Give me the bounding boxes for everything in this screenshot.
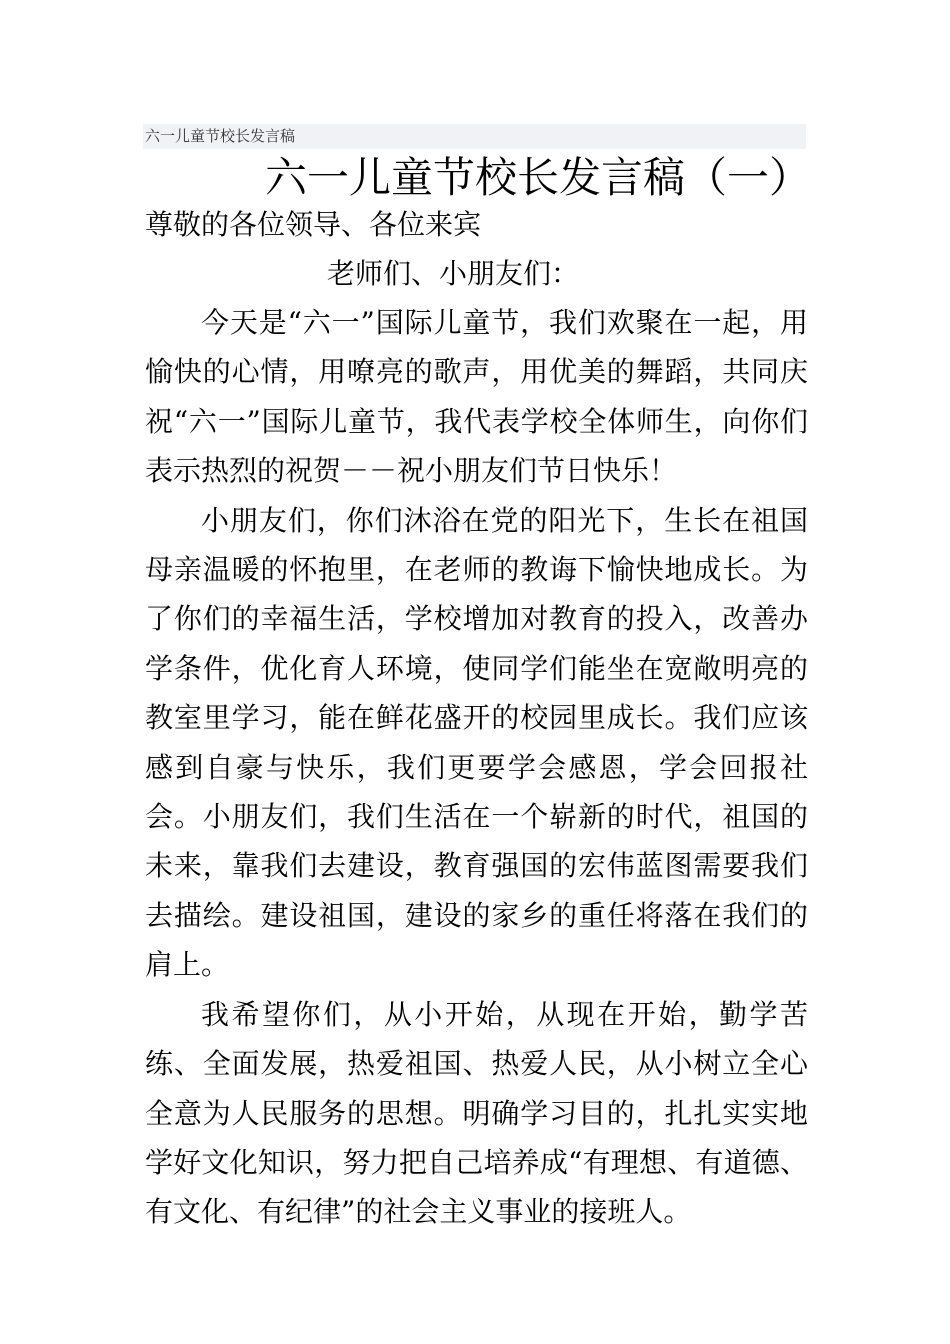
salutation-line-2: 老师们、小朋友们： — [327, 257, 580, 290]
running-header: 六一儿童节校长发言稿 — [143, 124, 806, 149]
paragraph-3: 我希望你们，从小开始，从现在开始，勤学苦练、全面发展，热爱祖国、热爱人民，从小树立全心全意为人民服务的思想。明确学习目的，扎扎实实地学好文化知识，努力把自己培养成“有理想、有道德、有文化、有纪律”的社会主义事业的接班人。 — [145, 997, 808, 1229]
paragraph-1: 今天是“六一”国际儿童节，我们欢聚在一起，用愉快的心情，用嘹亮的歌声，用优美的舞蹈，共同庆祝“六一”国际儿童节，我代表学校全体师生，向你们表示热烈的祝贺－－祝小朋友们节日快乐！ — [145, 306, 808, 488]
salutation-line-1: 尊敬的各位领导、各位来宾 — [145, 208, 482, 241]
paragraph-2: 小朋友们，你们沐浴在党的阳光下，生长在祖国母亲温暖的怀抱里，在老师的教诲下愉快地成长。为了你们的幸福生活，学校增加对教育的投入，改善办学条件，优化育人环境，使同学们能坐在宽敞明亮的教室里学习，能在鲜花盛开的校园里成长。我们应该感到自豪与快乐，我们更要学会感恩，学会回报社会。小朋友们，我们生活在一个崭新的时代，祖国的未来，靠我们去建设，教育强国的宏伟蓝图需要我们去描绘。建设祖国，建设的家乡的重任将落在我们的肩上。 — [145, 503, 808, 982]
document-title: 六一儿童节校长发言稿（一） — [265, 153, 812, 202]
speech-body — [145, 298, 808, 1237]
